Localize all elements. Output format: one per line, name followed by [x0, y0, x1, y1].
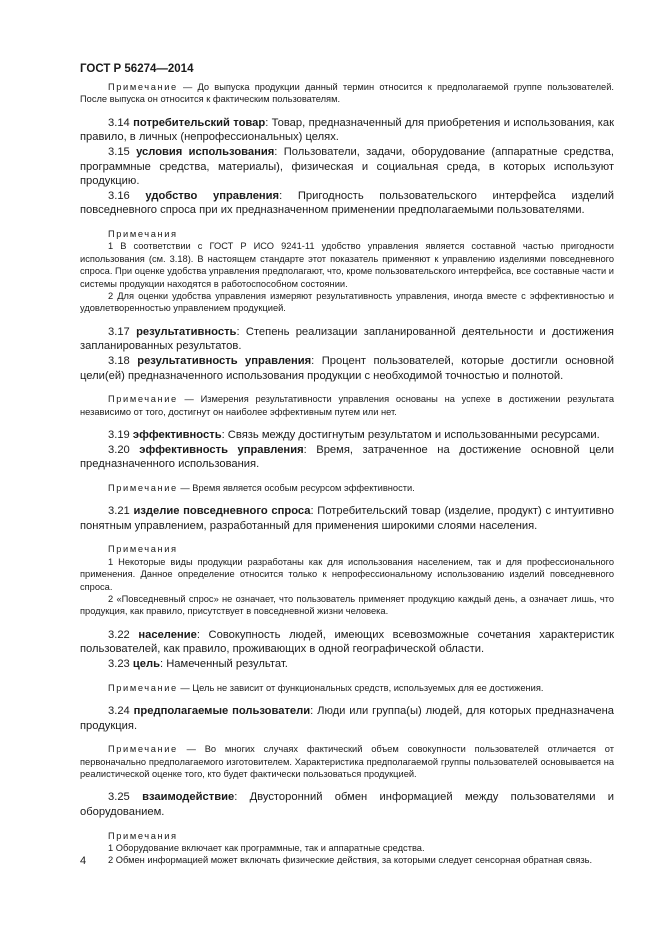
note-label: Примечания [108, 228, 178, 239]
note-label: Примечание [108, 744, 178, 755]
term-number: 3.18 [108, 355, 138, 367]
document-body [80, 81, 614, 867]
term-3-24 [80, 704, 614, 733]
note-item: 1 Оборудование включает как программные, так и аппаратные средства. [108, 843, 425, 853]
note-item: 2 Обмен информацией может включать физические действия, за которыми следует сенсорная обратная связь. [108, 855, 593, 866]
term-name: цель [132, 658, 160, 670]
term-definition: : Товар, предназначенный для приобретения и использования, как правило, в личных (непрофессиональных) целях. [80, 116, 615, 144]
term-definition: : Пользователи, задачи, оборудование (аппаратные средства, программные средства, материалы), физическая и социальная среда, в которых используют продукцию. [80, 146, 614, 188]
term-3-17 [80, 325, 614, 354]
note-label: Примечания [108, 544, 178, 555]
term-definition: : Совокупность людей, имеющих всевозможные сочетания характеристик пользователей, как правило, проживающих в одной географической области. [80, 628, 614, 656]
note-item: 2 Для оценки удобства управления измеряют результативность управления, иногда вместе с эффективностью и удовлетворенностью управлением продукцией. [80, 291, 614, 314]
note-item: 1 В соответствии с ГОСТ Р ИСО 9241-11 удобство управления является составной частью пригодности использования (см. 3.18). В настоящем стандарте этот показатель применяют к управлению изделиями повседневного спроса. При оценке удобства управления предполагают, что, кроме пользовательского интерфейса, все составные части и системы продукции находятся в работоспособном состоянии. [80, 241, 614, 289]
term-name: изделие повседневного спроса [133, 505, 311, 518]
note-text: — Цель не зависит от функциональных средств, используемых для ее достижения. [177, 682, 544, 693]
term-definition: : Люди или группа(ы) людей, для которых предназначена продукция. [80, 705, 614, 732]
term-name: удобство управления [145, 189, 280, 202]
note-item: 1 Некоторые виды продукции разработаны как для использования населением, так и для профессионального применения. Данное определение относится только к непрофессиональному использованию изделий повседневного спроса. [80, 556, 614, 592]
term-definition: : Процент пользователей, которые достигли основной цели(ей) предназначенного использования продукции с необходимой точностью и полнотой. [80, 355, 615, 382]
note-label: Примечание [108, 482, 178, 493]
document-header: ГОСТ Р 56274—2014 [80, 63, 194, 75]
term-3-14 [80, 116, 614, 145]
term-number: 3.21 [108, 505, 134, 518]
term-3-19 [80, 428, 614, 443]
term-definition: : Степень реализации запланированной деятельности и достижения запланированных результатов. [80, 325, 614, 353]
term-number: 3.16 [108, 189, 146, 202]
term-name: потребительский товар [133, 116, 266, 129]
term-definition: : Намеченный результат. [159, 658, 288, 670]
term-3-22 [80, 628, 614, 657]
term-3-23 [80, 657, 614, 672]
term-name: предполагаемые пользователи [133, 705, 311, 717]
note-label: Примечание [108, 82, 178, 92]
note-text: — Измерения результативности управления основаны на успехе в достижении результата независимо от того, достигнут он наиболее эффективным путем или нет. [80, 394, 614, 417]
term-definition: : Потребительский товар (изделие, продукт) с интуитивно понятным управлением, разработанный для применения широкими слоями населения. [80, 505, 614, 532]
note-label: Примечания [108, 830, 178, 841]
term-definition: : Пригодность пользовательского интерфейса изделий повседневного спроса при их предназначенном применении предполагаемыми пользователями. [80, 189, 614, 217]
term-number: 3.20 [108, 443, 140, 456]
note-3-24 [80, 743, 614, 780]
note-3-18 [80, 393, 614, 418]
term-number: 3.14 [108, 116, 134, 129]
term-3-16 [80, 189, 614, 218]
term-3-25 [80, 790, 614, 819]
term-name: результативность [136, 325, 237, 338]
term-definition: : Время, затраченное на достижение основной цели предназначенного использования. [80, 443, 615, 471]
term-name: результативность управления [137, 355, 312, 367]
term-name: взаимодействие [142, 791, 235, 804]
note-3-23 [80, 682, 614, 694]
term-number: 3.15 [108, 146, 137, 158]
note-intro [80, 81, 614, 106]
note-item: 2 «Повседневный спрос» не означает, что пользователь применяет продукцию каждый день, а означает лишь, что продукция, как правило, присутствует в повседневной жизни человека. [80, 594, 614, 617]
term-number: 3.24 [108, 705, 134, 717]
term-number: 3.19 [108, 429, 133, 441]
term-number: 3.22 [108, 628, 139, 641]
term-name: эффективность управления [139, 443, 304, 456]
term-number: 3.17 [108, 325, 137, 338]
term-name: население [138, 628, 197, 641]
note-label: Примечание [108, 394, 178, 405]
note-3-20 [80, 482, 614, 494]
term-definition: : Связь между достигнутым результатом и использованными ресурсами. [221, 429, 600, 441]
note-label: Примечание [108, 682, 178, 693]
note-3-16 [80, 228, 614, 315]
term-3-15 [80, 145, 614, 189]
term-name: условия использования [136, 146, 275, 158]
note-3-25 [80, 830, 614, 867]
term-3-18 [80, 354, 614, 383]
page-number: 4 [80, 855, 87, 867]
note-text: — Во многих случаях фактический объем совокупности пользователей отличается от первоначально предполагаемого изготовителем. Характеристика предполагаемой группы пользователей основывается на реалистической оценке того, кто будет фактически пользоваться продукцией. [80, 744, 614, 779]
term-number: 3.25 [108, 791, 143, 804]
note-3-21 [80, 543, 614, 617]
term-3-20 [80, 443, 614, 472]
term-3-21 [80, 504, 614, 533]
term-name: эффективность [132, 429, 222, 441]
note-text: — Время является особым ресурсом эффективности. [177, 482, 415, 493]
term-number: 3.23 [108, 658, 133, 670]
note-text: — До выпуска продукции данный термин относится к предполагаемой группе пользователей. После выпуска он относится к фактическим пользователям. [80, 82, 614, 105]
term-definition: : Двусторонний обмен информацией между пользователями и оборудованием. [80, 791, 614, 818]
